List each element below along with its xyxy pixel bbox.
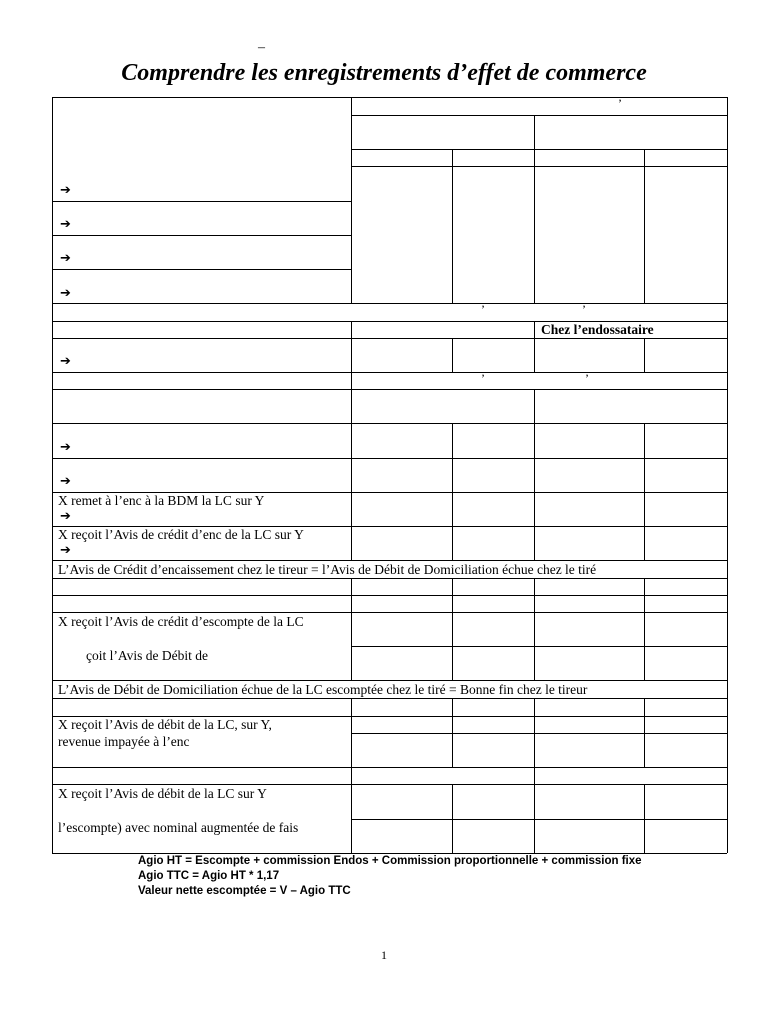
table-rule	[534, 578, 535, 680]
arrow-icon: ➔	[60, 543, 71, 558]
table-rule	[52, 303, 727, 304]
row-avis-debit-equivalence: L’Avis de Débit de Domiciliation échue de la LC escomptée chez le tiré = Bonne fin chez le tireur	[58, 682, 588, 697]
comma-mark: ’	[585, 371, 589, 385]
table-rule	[644, 698, 645, 767]
table-rule	[534, 115, 535, 303]
table-rule	[351, 97, 352, 303]
arrow-icon: ➔	[60, 509, 71, 524]
table-rule	[52, 338, 727, 339]
table-rule	[534, 389, 535, 560]
table-rule	[644, 149, 645, 303]
table-rule	[52, 201, 351, 202]
table-rule	[351, 166, 727, 167]
table-rule	[452, 578, 453, 680]
table-rule	[534, 321, 535, 372]
table-rule	[52, 97, 53, 853]
table-rule	[52, 578, 727, 579]
table-rule	[644, 578, 645, 680]
row-recoit-debit-lc-sur-y: X reçoit l’Avis de débit de la LC sur Y	[58, 786, 267, 801]
row-recoit-credit-escompte: X reçoit l’Avis de crédit d’escompte de la LC	[58, 614, 304, 629]
page-number: 1	[381, 948, 387, 962]
agio-formulas	[138, 854, 642, 899]
column-header-endossataire: Chez l’endossataire	[541, 322, 654, 337]
table-rule	[351, 698, 352, 853]
page-title: Comprendre les enregistrements d’effet de commerce	[121, 60, 647, 86]
table-rule	[52, 423, 727, 424]
table-rule	[351, 321, 352, 560]
table-rule	[52, 595, 727, 596]
header-dash: –	[258, 40, 265, 55]
table-rule	[52, 269, 351, 270]
comma-mark: ’	[582, 302, 586, 316]
arrow-icon: ➔	[60, 251, 71, 266]
table-rule	[52, 458, 727, 459]
comma-mark: ’	[481, 302, 485, 316]
table-rule	[52, 97, 727, 98]
table-rule	[52, 389, 727, 390]
row-recoit-debit-de: çoit l’Avis de Débit de	[86, 648, 208, 663]
arrow-icon: ➔	[60, 217, 71, 232]
arrow-icon: ➔	[60, 474, 71, 489]
table-rule	[52, 767, 727, 768]
table-rule	[52, 698, 727, 699]
row-escompte-nominal: l’escompte) avec nominal augmentée de fais	[58, 820, 299, 835]
table-rule	[534, 698, 535, 853]
table-rule	[52, 560, 727, 561]
formula-valeur-nette: Valeur nette escomptée = V – Agio TTC	[138, 885, 351, 897]
header-comma-mark: ’	[618, 96, 622, 110]
table-rule	[52, 680, 727, 681]
arrow-icon: ➔	[60, 440, 71, 455]
table-rule	[351, 733, 727, 734]
row-remet-bdm: X remet à l’enc à la BDM la LC sur Y	[58, 493, 265, 508]
formula-agio-ttc: Agio TTC = Agio HT * 1,17	[138, 870, 280, 882]
row-recoit-debit-lc-line2: revenue impayée à l’enc	[58, 734, 190, 749]
row-recoit-debit-lc-line1: X reçoit l’Avis de débit de la LC, sur Y,	[58, 717, 272, 732]
table-rule	[351, 115, 727, 116]
arrow-icon: ➔	[60, 354, 71, 369]
table-rule	[52, 235, 351, 236]
table-rule	[644, 338, 645, 372]
table-rule	[52, 372, 727, 373]
table-rule	[452, 338, 453, 372]
row-avis-credit-equivalence: L’Avis de Crédit d’encaissement chez le tireur = l’Avis de Débit de Domiciliation échue chez le tiré	[58, 562, 597, 577]
table-rule	[452, 149, 453, 303]
table-rule	[351, 578, 352, 680]
row-recoit-credit-enc: X reçoit l’Avis de crédit d’enc de la LC sur Y	[58, 527, 304, 542]
formula-agio-ht: Agio HT = Escompte + commission Endos + Commission proportionnelle + commission fixe	[138, 855, 642, 867]
table-rule	[452, 423, 453, 560]
table-rule	[351, 646, 727, 647]
comma-mark: ’	[481, 371, 485, 385]
table-rule	[452, 698, 453, 767]
table-rule	[452, 784, 453, 853]
table-rule	[351, 149, 727, 150]
table-rule	[644, 784, 645, 853]
table-rule	[351, 819, 727, 820]
table-rule	[52, 612, 727, 613]
arrow-icon: ➔	[60, 183, 71, 198]
table-rule	[727, 97, 728, 853]
arrow-icon: ➔	[60, 286, 71, 301]
table-rule	[52, 784, 727, 785]
table-rule	[644, 423, 645, 560]
